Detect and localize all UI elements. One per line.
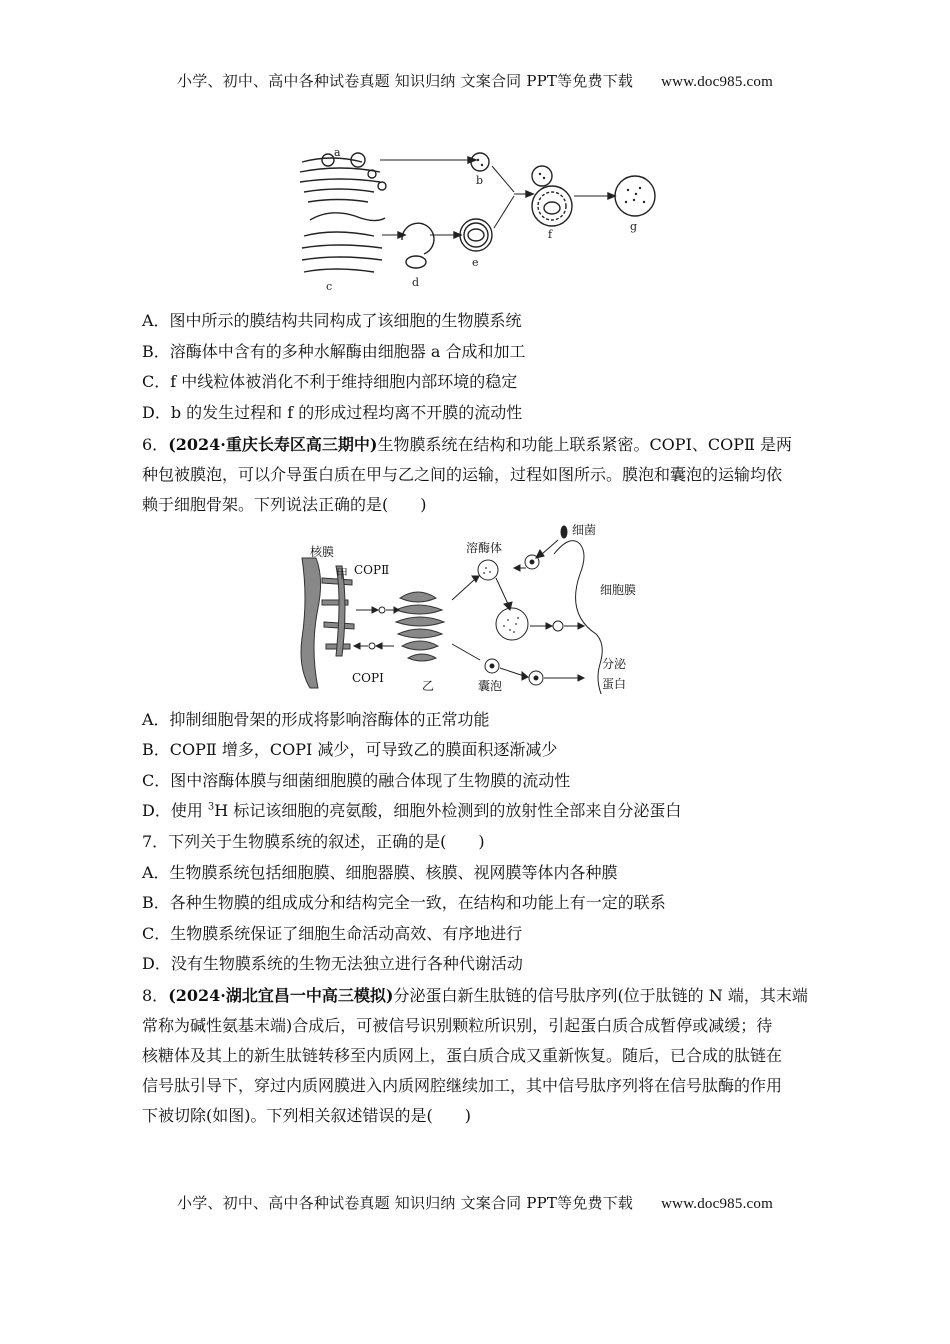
fig2-label-lysosome: 溶酶体 [466, 541, 503, 555]
q6-option-d-pre: D．使用 [142, 801, 208, 820]
header-text: 小学、初中、高中各种试卷真题 知识归纳 文案合同 PPT等免费下载 [177, 72, 634, 90]
q7-option-c[interactable]: C．生物膜系统保证了细胞生命活动高效、有序地进行 [142, 924, 523, 943]
q6-option-b[interactable]: B．COPⅡ 增多，COPⅠ 减少，可导致乙的膜面积逐渐减少 [142, 740, 558, 759]
q6-source: (2024·重庆长寿区高三期中) [168, 435, 378, 454]
q8-line1-text: 分泌蛋白新生肽链的信号肽序列(位于肽链的 N 端，其末端 [393, 986, 808, 1005]
q7-stem: 7．下列关于生物膜系统的叙述，正确的是( ) [142, 832, 485, 851]
q5-option-a[interactable]: A．图中所示的膜结构共同构成了该细胞的生物膜系统 [142, 311, 522, 330]
q8-stem-line5: 下被切除(如图)。下列相关叙述错误的是( ) [142, 1106, 471, 1125]
q6-number: 6． [142, 435, 169, 454]
fig2-label-membrane: 细胞膜 [600, 583, 637, 597]
fig1-label-e: e [472, 256, 479, 269]
q6-option-d-sup: 3 [207, 801, 215, 813]
fig2-label-secretory2: 蛋白 [602, 677, 627, 691]
q6-option-a[interactable]: A．抑制细胞骨架的形成将影响溶酶体的正常功能 [142, 710, 490, 729]
q6-stem-line1 [142, 432, 792, 455]
fig1-label-c: c [326, 280, 333, 293]
fig2-label-nucleus: 核膜 [310, 545, 335, 559]
fig2-label-copII: COPⅡ [354, 563, 390, 577]
q8-stem-line1 [142, 983, 808, 1006]
fig1-label-g: g [630, 220, 638, 233]
q7-option-a[interactable]: A．生物膜系统包括细胞膜、细胞器膜、核膜、视网膜等体内各种膜 [142, 863, 618, 882]
fig2-label-copI: COPⅠ [352, 671, 384, 685]
q8-number: 8． [142, 986, 169, 1005]
fig1-label-a: a [334, 146, 341, 159]
q5-option-d[interactable]: D．b 的发生过程和 f 的形成过程均离不开膜的流动性 [142, 403, 523, 422]
fig2-label-yi: 乙 [422, 679, 435, 693]
figure-autophagy-diagram [290, 140, 670, 300]
q8-stem-line2: 常称为碱性氨基末端)合成后，可被信号识别颗粒所识别，引起蛋白质合成暂停或减缓；待 [142, 1016, 773, 1035]
fig2-label-vesicle: 囊泡 [478, 679, 503, 693]
fig1-label-b: b [476, 174, 484, 187]
fig2-label-bacteria: 细菌 [572, 523, 597, 537]
fig1-label-d: d [412, 276, 420, 289]
fig2-label-jia: 甲 [336, 567, 349, 581]
figure-membrane-transport-diagram [296, 518, 656, 694]
q7-option-d[interactable]: D．没有生物膜系统的生物无法独立进行各种代谢活动 [142, 954, 523, 973]
q6-option-c[interactable]: C．图中溶酶体膜与细菌细胞膜的融合体现了生物膜的流动性 [142, 771, 571, 790]
page-footer [0, 1192, 950, 1213]
q8-source: (2024·湖北宜昌一中高三模拟) [168, 986, 394, 1005]
q5-option-c[interactable]: C．f 中线粒体被消化不利于维持细胞内部环境的稳定 [142, 372, 518, 391]
footer-text: 小学、初中、高中各种试卷真题 知识归纳 文案合同 PPT等免费下载 [177, 1194, 634, 1212]
header-url[interactable]: www.doc985.com [661, 74, 773, 90]
q8-stem-line3: 核糖体及其上的新生肽链转移至内质网上，蛋白质合成又重新恢复。随后，已合成的肽链在 [142, 1046, 783, 1065]
fig1-label-f: f [548, 228, 553, 241]
q6-option-d[interactable] [142, 798, 681, 821]
fig2-label-secretory1: 分泌 [602, 657, 627, 671]
q6-stem-line3: 赖于细胞骨架。下列说法正确的是( ) [142, 495, 427, 514]
q6-stem-line2: 种包被膜泡，可以介导蛋白质在甲与乙之间的运输，过程如图所示。膜泡和囊泡的运输均依 [142, 465, 783, 484]
footer-url[interactable]: www.doc985.com [661, 1196, 773, 1212]
q6-line1-text: 生物膜系统在结构和功能上联系紧密。COPⅠ、COPⅡ 是两 [377, 435, 792, 454]
q5-option-b[interactable]: B．溶酶体中含有的多种水解酶由细胞器 a 合成和加工 [142, 342, 526, 361]
page-header [0, 70, 950, 91]
q8-stem-line4: 信号肽引导下，穿过内质网膜进入内质网腔继续加工，其中信号肽序列将在信号肽酶的作用 [142, 1076, 783, 1095]
q7-option-b[interactable]: B．各种生物膜的组成成分和结构完全一致，在结构和功能上有一定的联系 [142, 893, 666, 912]
q6-option-d-post: H 标记该细胞的亮氨酸，细胞外检测到的放射性全部来自分泌蛋白 [214, 801, 682, 820]
